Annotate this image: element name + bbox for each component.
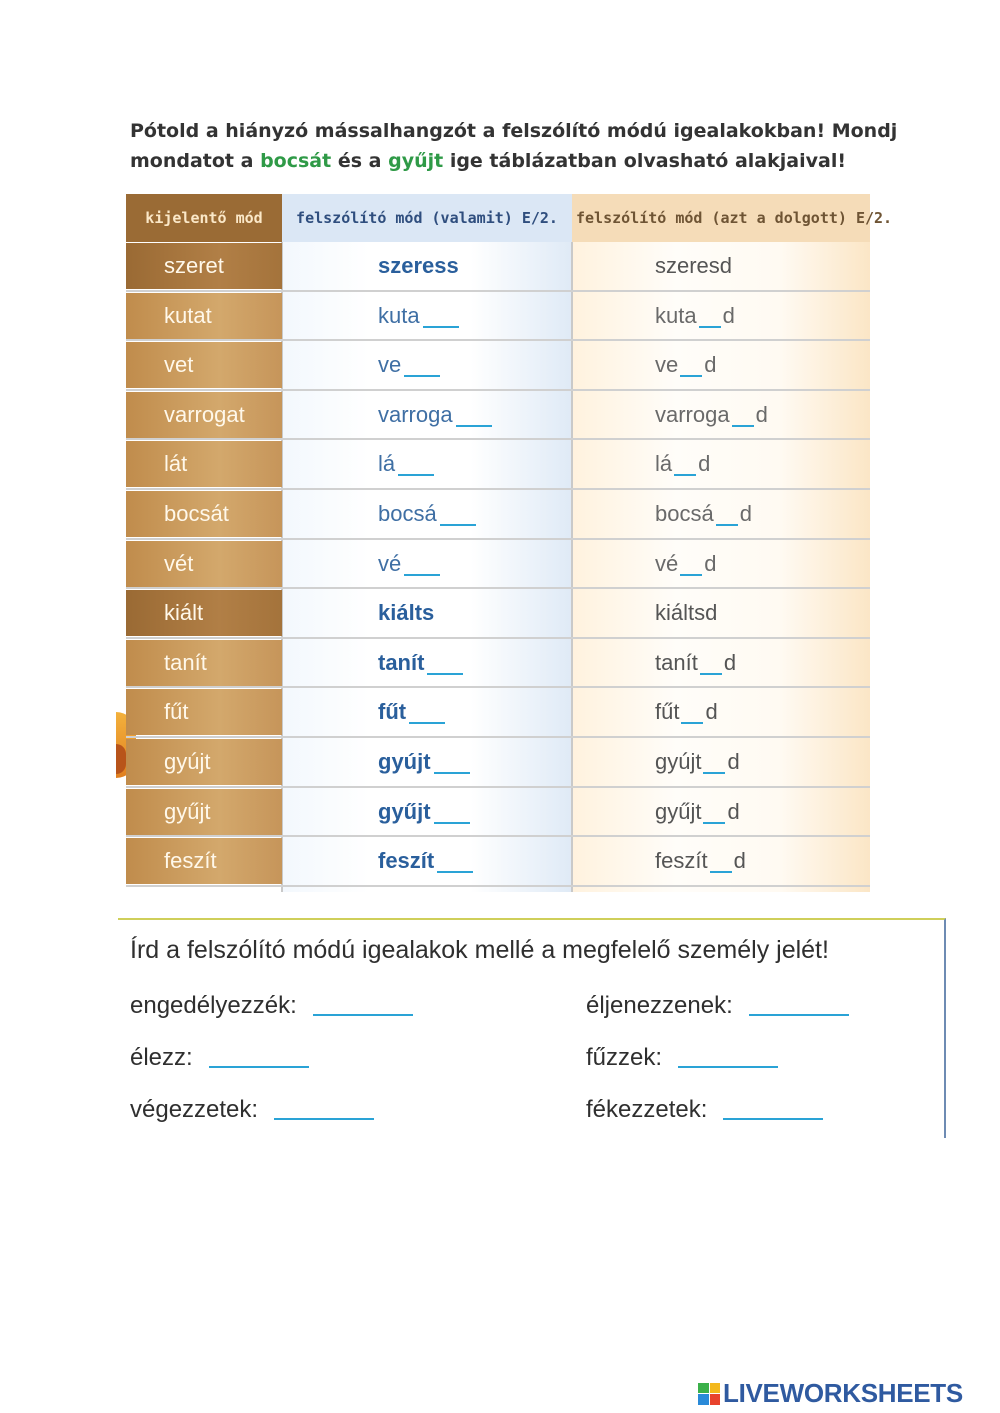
row-divider — [126, 885, 870, 887]
imperative-indef-cell — [378, 589, 434, 637]
table-row — [126, 589, 870, 639]
suffix-text: d — [705, 699, 718, 725]
fill-blank[interactable] — [700, 673, 722, 675]
fill-blank[interactable] — [440, 524, 476, 526]
suffix-text: d — [698, 451, 711, 477]
indicative-cell: gyújt — [126, 739, 282, 785]
fill-blank[interactable] — [703, 772, 725, 774]
stem-text: varroga — [378, 401, 453, 427]
stem-text: feszít — [655, 848, 708, 874]
item-label: végezzetek: — [130, 1096, 259, 1123]
suffix-text: d — [704, 550, 717, 576]
stem-text: gyújt — [378, 749, 431, 774]
imperative-indef-cell — [378, 391, 492, 439]
item-label: engedélyezzék: — [130, 992, 297, 1019]
fill-blank[interactable] — [434, 822, 470, 824]
stem-text: gyűjt — [655, 798, 702, 824]
fill-blank[interactable] — [681, 722, 703, 724]
table-row — [126, 341, 870, 391]
answer-blank[interactable] — [678, 1066, 778, 1068]
table-row — [126, 540, 870, 590]
fill-blank[interactable] — [404, 375, 440, 377]
imperative-indef-cell — [378, 242, 459, 290]
fill-blank[interactable] — [680, 574, 702, 576]
stem-text: tanít — [378, 649, 425, 675]
imperative-indef-cell — [378, 292, 459, 340]
table-row — [126, 440, 870, 490]
imperative-def-cell — [655, 688, 718, 736]
stem-text: gyűjt — [378, 798, 431, 824]
imperative-indef-cell — [378, 341, 440, 389]
fill-blank[interactable] — [716, 524, 738, 526]
suffix-text: d — [727, 798, 740, 824]
stem-text: lá — [655, 451, 673, 477]
fill-blank[interactable] — [456, 425, 492, 427]
fill-blank[interactable] — [674, 474, 696, 476]
stem-text: tanít — [655, 649, 698, 675]
highlight-verb-bocsat: bocsát — [260, 150, 332, 172]
table-row — [126, 242, 870, 292]
header-indicative: kijelentő mód — [126, 194, 282, 242]
fill-blank[interactable] — [423, 326, 459, 328]
indicative-cell: fűt — [126, 689, 282, 735]
imperative-indef-cell — [378, 688, 445, 736]
answer-blank[interactable] — [274, 1118, 374, 1120]
stem-text: bocsá — [655, 501, 714, 526]
fill-blank[interactable] — [427, 673, 463, 675]
stem-text: szeresd — [655, 253, 733, 278]
indicative-cell: szeret — [126, 243, 282, 289]
indicative-cell: vet — [126, 342, 282, 388]
fill-blank[interactable] — [680, 375, 702, 377]
fill-blank[interactable] — [703, 822, 725, 824]
imperative-indef-cell — [378, 440, 434, 488]
answer-blank[interactable] — [749, 1014, 849, 1016]
liveworksheets-logo — [698, 1378, 963, 1409]
imperative-indef-cell — [378, 490, 476, 538]
table-row — [126, 788, 870, 838]
table-row — [126, 391, 870, 441]
answer-blank[interactable] — [209, 1066, 309, 1068]
stem-text: fűt — [378, 699, 407, 725]
indicative-cell: feszít — [126, 838, 282, 884]
header-imperative-def: felszólító mód (azt a dolgott) E/2. — [572, 194, 870, 242]
suffix-text: d — [739, 501, 752, 526]
answer-item-elezz — [130, 1044, 309, 1072]
highlight-verb-gyujt: gyűjt — [388, 150, 444, 172]
verb-table — [126, 194, 893, 892]
liveworksheets-icon — [698, 1383, 720, 1405]
indicative-cell: kutat — [126, 293, 282, 339]
suffix-text: d — [733, 848, 746, 874]
header-imperative-indef: felszólító mód (valamit) E/2. — [282, 194, 572, 242]
suffix-text: d — [704, 352, 717, 378]
answer-item-vegezzetek — [130, 1096, 374, 1124]
stem-text: kuta — [378, 302, 420, 328]
answer-item-eljenezzenek — [586, 992, 849, 1020]
answer-blank[interactable] — [723, 1118, 823, 1120]
item-label: élezz: — [130, 1044, 193, 1071]
answer-item-engedelyezzek — [130, 992, 413, 1020]
table-row — [126, 292, 870, 342]
indicative-cell: kiált — [126, 590, 282, 636]
fill-blank[interactable] — [398, 474, 434, 476]
instruction-line-2: mondatot a bocsát és a gyűjt ige táblázatban olvasható alakjaival! — [130, 150, 846, 172]
stem-text: gyújt — [655, 749, 702, 774]
imperative-def-cell — [655, 540, 717, 588]
indicative-cell: vét — [126, 541, 282, 587]
stem-text: kiálts — [378, 600, 435, 626]
brand-name: LIVEWORKSHEETS — [723, 1378, 963, 1408]
imperative-indef-cell — [378, 540, 440, 588]
imperative-def-cell — [655, 589, 717, 637]
stem-text: ve — [378, 352, 402, 378]
table-row — [126, 688, 870, 738]
stem-text: fűt — [655, 699, 680, 725]
imperative-indef-cell — [378, 639, 463, 687]
fill-blank[interactable] — [437, 871, 473, 873]
table-row — [126, 738, 870, 788]
table-row — [126, 490, 870, 540]
imperative-def-cell — [655, 837, 746, 885]
stem-text: feszít — [378, 848, 435, 874]
stem-text: szeress — [378, 253, 459, 278]
fill-blank[interactable] — [710, 871, 732, 873]
imperative-def-cell — [655, 391, 768, 439]
table-row — [126, 639, 870, 689]
indicative-cell: lát — [126, 441, 282, 487]
instruction-line-1: Pótold a hiányzó mássalhangzót a felszólító módú igealakokban! Mondj — [130, 120, 898, 142]
answer-blank[interactable] — [313, 1014, 413, 1016]
suffix-text: d — [727, 749, 740, 774]
fill-blank[interactable] — [699, 326, 721, 328]
stem-text: kuta — [655, 302, 697, 328]
imperative-def-cell — [655, 341, 717, 389]
fill-blank[interactable] — [434, 772, 470, 774]
stem-text: lá — [378, 451, 396, 477]
imperative-indef-cell — [378, 738, 470, 786]
suffix-text: d — [722, 302, 735, 328]
instructions — [130, 116, 898, 176]
stem-text: bocsá — [378, 501, 437, 526]
imperative-def-cell — [655, 639, 736, 687]
imperative-def-cell — [655, 292, 735, 340]
answer-item-fuzzek — [586, 1044, 778, 1072]
stem-text: kiáltsd — [655, 600, 718, 626]
imperative-def-cell — [655, 440, 710, 488]
item-label: fékezzetek: — [586, 1096, 708, 1123]
imperative-indef-cell — [378, 837, 473, 885]
indicative-cell: varrogat — [126, 392, 282, 438]
stem-text: varroga — [655, 401, 730, 427]
answer-item-fekezzetek — [586, 1096, 823, 1124]
imperative-def-cell — [655, 242, 732, 290]
item-label: fűzzek: — [586, 1044, 663, 1071]
imperative-indef-cell — [378, 788, 470, 836]
fill-blank[interactable] — [732, 425, 754, 427]
indicative-cell: tanít — [126, 640, 282, 686]
fill-blank[interactable] — [409, 722, 445, 724]
indicative-cell: gyűjt — [126, 789, 282, 835]
imperative-def-cell — [655, 788, 740, 836]
stem-text: vé — [655, 550, 679, 576]
indicative-cell: bocsát — [126, 491, 282, 537]
exercise-question: Írd a felszólító módú igealakok mellé a megfelelő személy jelét! — [130, 936, 829, 964]
suffix-text: d — [755, 401, 768, 427]
imperative-def-cell — [655, 490, 752, 538]
suffix-text: d — [723, 649, 737, 675]
item-label: éljenezzenek: — [586, 992, 733, 1019]
table-row — [126, 837, 870, 887]
imperative-def-cell — [655, 738, 740, 786]
stem-text: ve — [655, 352, 679, 378]
fill-blank[interactable] — [404, 574, 440, 576]
stem-text: vé — [378, 550, 402, 576]
